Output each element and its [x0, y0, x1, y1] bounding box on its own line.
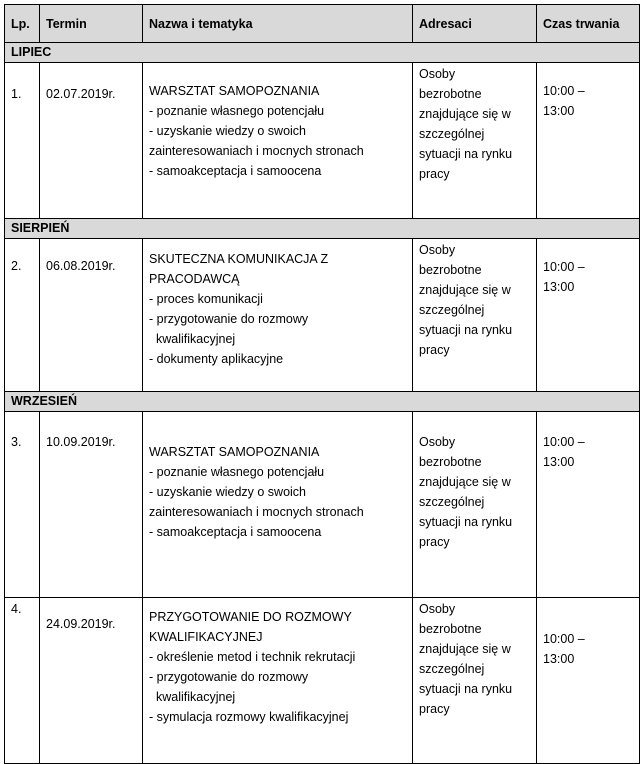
row-time — [537, 63, 640, 219]
row-audience — [413, 239, 537, 392]
audience-line: sytuacji na rynku — [419, 682, 513, 696]
table-row — [5, 598, 640, 764]
header-row — [5, 5, 640, 43]
header-lp: Lp. — [5, 5, 40, 43]
topic-title: SKUTECZNA KOMUNIKACJA Z — [149, 252, 329, 266]
audience-line: pracy — [419, 535, 450, 549]
topic-title: PRACODAWCĄ — [149, 272, 240, 286]
topic-title: WARSZTAT SAMOPOZNANIA — [149, 445, 320, 459]
row-audience — [413, 63, 537, 219]
topic-line: - samoakceptacja i samoocena — [149, 525, 322, 539]
audience-line: bezrobotne — [419, 263, 482, 277]
audience-line: pracy — [419, 343, 450, 357]
topic-line: - przygotowanie do rozmowy — [149, 670, 309, 684]
header-adresaci: Adresaci — [413, 5, 537, 43]
row-time — [537, 239, 640, 392]
audience-line: znajdujące się w — [419, 107, 511, 121]
audience-line: znajdujące się w — [419, 475, 511, 489]
audience-line: sytuacji na rynku — [419, 323, 513, 337]
topic-line: zainteresowaniach i mocnych stronach — [149, 144, 364, 158]
audience-line: Osoby — [419, 243, 456, 257]
audience-line: Osoby — [419, 67, 456, 81]
topic-title: KWALIFIKACYJNEJ — [149, 630, 263, 644]
audience-line: bezrobotne — [419, 455, 482, 469]
topic-line: - poznanie własnego potencjału — [149, 465, 325, 479]
time-line: 13:00 — [543, 652, 575, 666]
schedule-table — [4, 4, 640, 764]
month-row-lipiec — [5, 43, 640, 63]
audience-line: sytuacji na rynku — [419, 515, 513, 529]
month-label: LIPIEC — [5, 43, 640, 63]
time-line: 10:00 – — [543, 84, 585, 98]
topic-line: - uzyskanie wiedzy o swoich — [149, 485, 307, 499]
row-date: 10.09.2019r. — [40, 412, 143, 598]
audience-line: pracy — [419, 167, 450, 181]
audience-line: bezrobotne — [419, 87, 482, 101]
time-line: 10:00 – — [543, 435, 585, 449]
audience-line: szczególnej — [419, 495, 485, 509]
topic-title: WARSZTAT SAMOPOZNANIA — [149, 84, 320, 98]
month-label: SIERPIEŃ — [5, 219, 640, 239]
row-time — [537, 598, 640, 764]
row-time — [537, 412, 640, 598]
time-line: 10:00 – — [543, 260, 585, 274]
row-date: 24.09.2019r. — [40, 598, 143, 764]
audience-line: szczególnej — [419, 127, 485, 141]
month-row-wrzesien — [5, 392, 640, 412]
month-label: WRZESIEŃ — [5, 392, 640, 412]
topic-line: zainteresowaniach i mocnych stronach — [149, 505, 364, 519]
audience-line: szczególnej — [419, 303, 485, 317]
audience-line: Osoby — [419, 602, 456, 616]
row-lp: 1. — [5, 63, 40, 219]
topic-line: kwalifikacyjnej — [156, 332, 236, 346]
row-date: 06.08.2019r. — [40, 239, 143, 392]
audience-line: znajdujące się w — [419, 642, 511, 656]
month-row-sierpien — [5, 219, 640, 239]
topic-line: - symulacja rozmowy kwalifikacyjnej — [149, 710, 349, 724]
audience-line: sytuacji na rynku — [419, 147, 513, 161]
row-topic — [143, 412, 413, 598]
topic-line: - przygotowanie do rozmowy — [149, 312, 309, 326]
row-audience — [413, 412, 537, 598]
header-nazwa: Nazwa i tematyka — [143, 5, 413, 43]
topic-line: - określenie metod i technik rekrutacji — [149, 650, 356, 664]
time-line: 13:00 — [543, 280, 575, 294]
audience-line: znajdujące się w — [419, 283, 511, 297]
topic-title: PRZYGOTOWANIE DO ROZMOWY — [149, 610, 352, 624]
topic-line: - dokumenty aplikacyjne — [149, 352, 284, 366]
time-line: 13:00 — [543, 104, 575, 118]
row-lp: 3. — [5, 412, 40, 598]
header-termin: Termin — [40, 5, 143, 43]
topic-line: - proces komunikacji — [149, 292, 263, 306]
table-row — [5, 63, 640, 219]
row-lp: 2. — [5, 239, 40, 392]
audience-line: Osoby — [419, 435, 456, 449]
topic-line: - samoakceptacja i samoocena — [149, 164, 322, 178]
row-lp: 4. — [5, 598, 40, 764]
row-date: 02.07.2019r. — [40, 63, 143, 219]
audience-line: szczególnej — [419, 662, 485, 676]
topic-line: - uzyskanie wiedzy o swoich — [149, 124, 307, 138]
row-audience — [413, 598, 537, 764]
row-topic — [143, 239, 413, 392]
topic-line: kwalifikacyjnej — [156, 690, 236, 704]
table-row — [5, 412, 640, 598]
table-row — [5, 239, 640, 392]
time-line: 10:00 – — [543, 632, 585, 646]
time-line: 13:00 — [543, 455, 575, 469]
audience-line: bezrobotne — [419, 622, 482, 636]
header-czas: Czas trwania — [537, 5, 640, 43]
audience-line: pracy — [419, 702, 450, 716]
topic-line: - poznanie własnego potencjału — [149, 104, 325, 118]
row-topic — [143, 598, 413, 764]
row-topic — [143, 63, 413, 219]
